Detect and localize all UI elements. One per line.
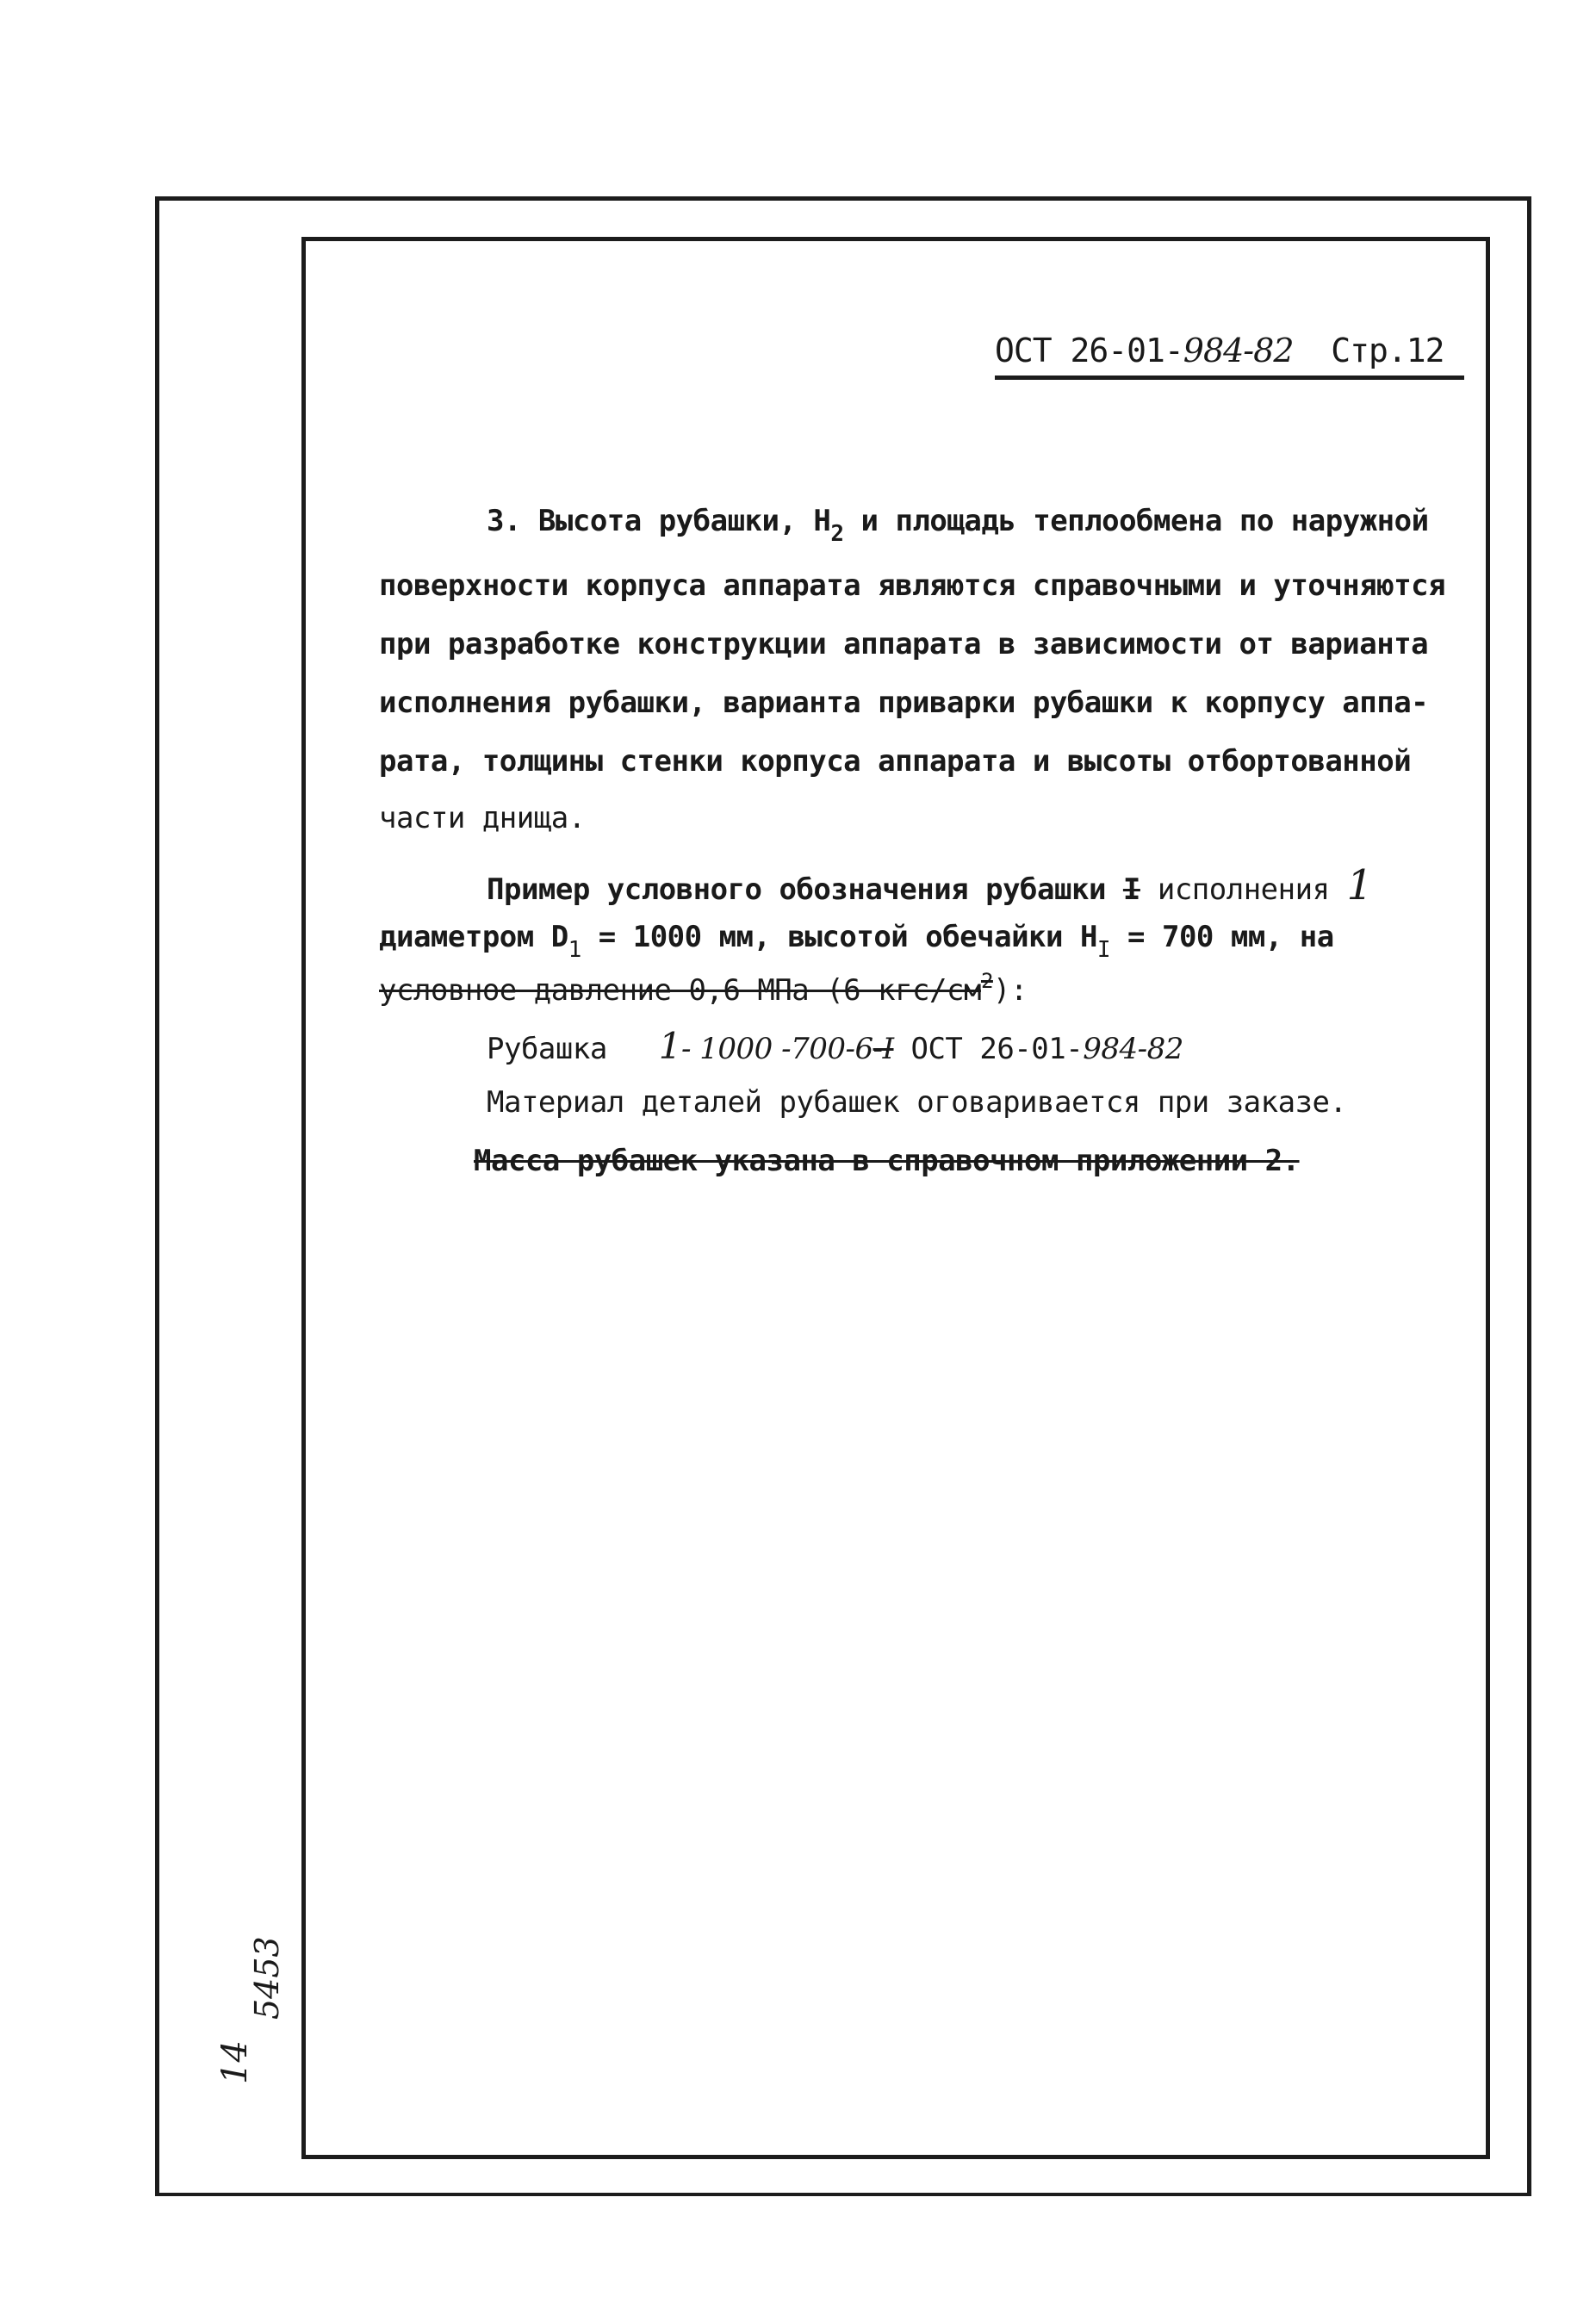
example-designation: Рубашка 1- 1000 -700-6-I ОСТ 26-01-984-82 [487,1025,1183,1067]
page-header [995,332,1467,369]
p1-line-2: поверхности корпуса аппарата являются справочными и уточняются [379,568,1446,603]
p2-line-1: Пример условного обозначения рубашки I исполнения 1 [487,861,1373,909]
page-label: Стр. [1331,332,1407,369]
material-note: Материал деталей рубашек оговаривается при заказе. [487,1085,1347,1120]
margin-sheet-number: 14 [215,2040,255,2084]
p1-line-5: рата, толщины стенки корпуса аппарата и высоты отбортованной [379,744,1412,779]
doc-code-prefix: ОСТ 26-01- [995,332,1183,369]
p1-line-6: части днища. [379,801,586,835]
header-underline [995,376,1464,380]
p2-line-2: диаметром $D_1 = 1000$ мм, высотой обечайки $Н_I = 700$ мм, на [379,920,1334,963]
p2-line-3: условное давление 0,6 МПа (6 кгс/$см^2$): [379,969,1028,1008]
p1-line-1: 3. Высота рубашки, $Н_2$ и площадь теплообмена по наружной [487,504,1429,547]
doc-code-handwritten: 984-82 [1183,332,1294,369]
mass-note-struck: Масса рубашек указана в справочном приложении 2. [474,1144,1300,1178]
p1-line-4: исполнения рубашки, варианта приварки рубашки к корпусу аппа- [379,686,1429,720]
page-number: 12 [1406,332,1444,369]
example-label: Рубашка [487,1032,607,1066]
margin-inventory-code: 5453 [248,1936,286,2020]
p1-line-3: при разработке конструкции аппарата в зависимости от варианта [379,627,1429,661]
